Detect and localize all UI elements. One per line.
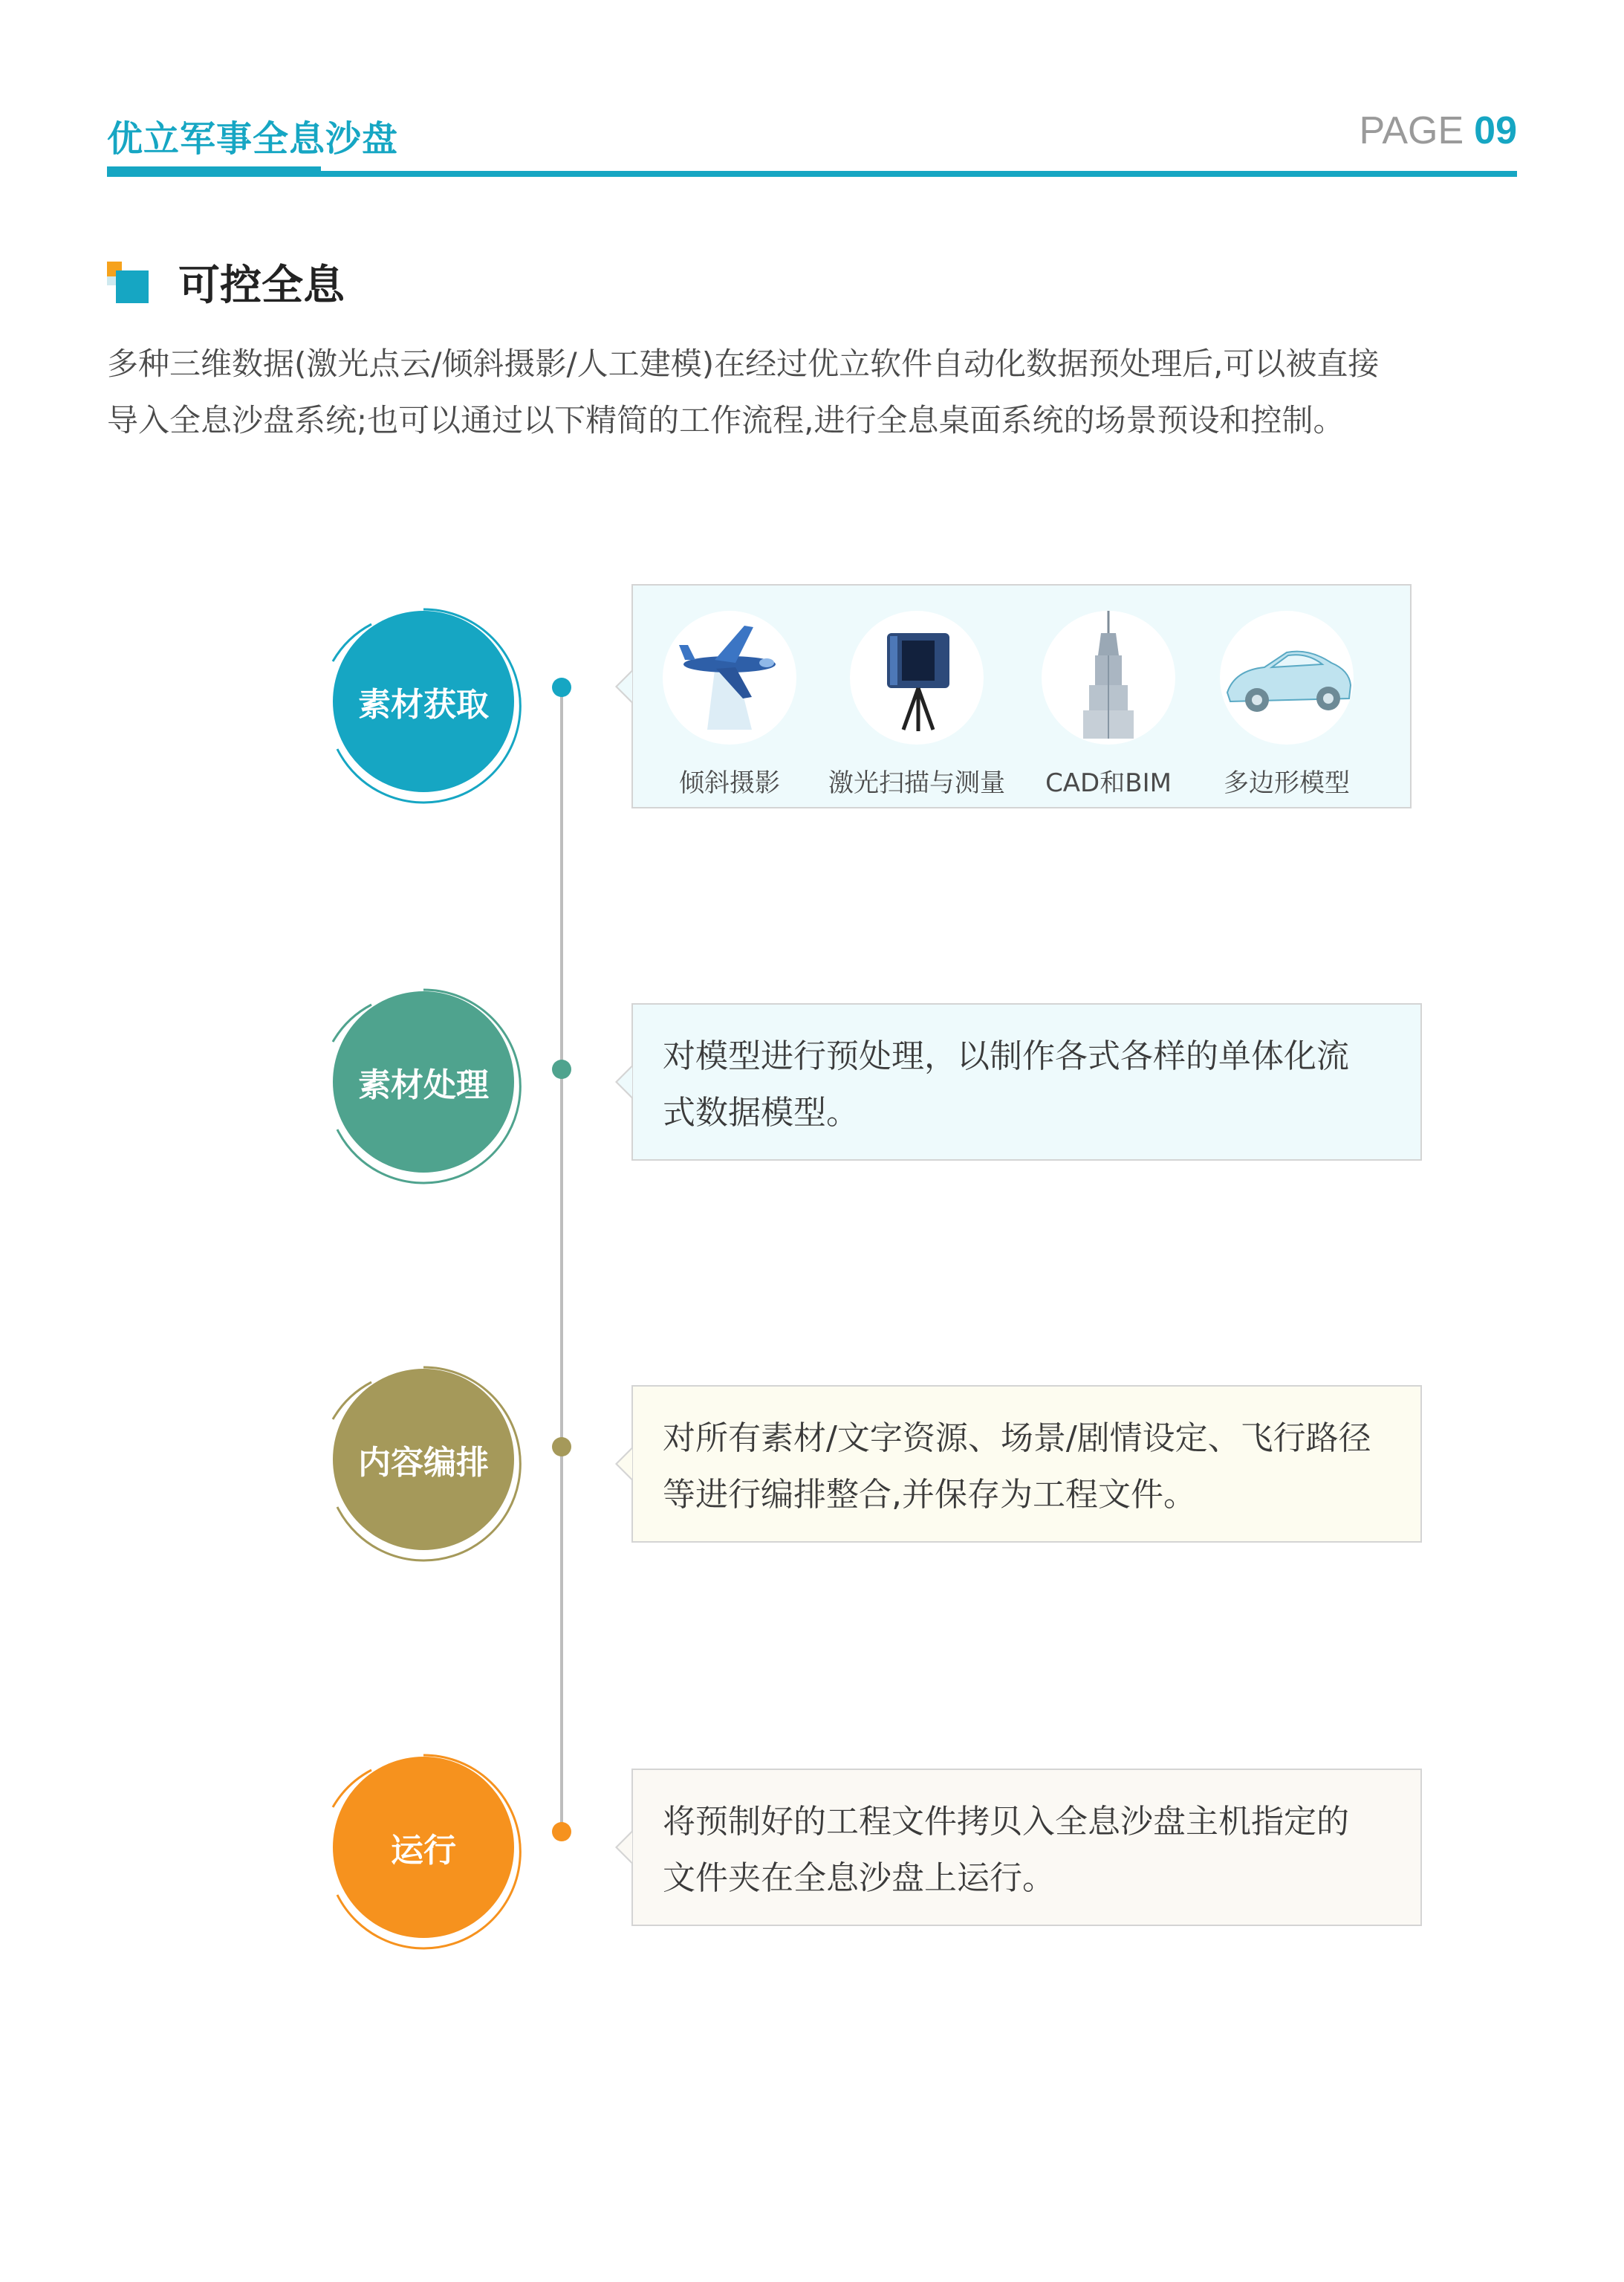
step-circle-material-acquisition xyxy=(333,611,514,792)
section-bullet-icon xyxy=(107,262,149,303)
icon-label: 激光扫描与测量 xyxy=(828,768,1005,798)
icon-label: 多边形模型 xyxy=(1224,768,1350,798)
card-text-line: 对模型进行预处理，以制作各式各样的单体化流 xyxy=(663,1037,1349,1075)
icon-item-cad-bim xyxy=(1019,611,1198,811)
section-title: 可控全息 xyxy=(178,262,345,310)
step-label: 内容编排 xyxy=(358,1444,489,1482)
card-text-line: 将预制好的工程文件拷贝入全息沙盘主机指定的 xyxy=(663,1803,1349,1841)
timeline-dot xyxy=(552,678,571,697)
timeline-dot xyxy=(552,1437,571,1456)
step-circle-content-arrangement xyxy=(333,1369,514,1550)
card-content-arrangement xyxy=(631,1385,1422,1543)
timeline-dot xyxy=(552,1060,571,1079)
timeline-line xyxy=(560,684,563,1835)
step-label: 运行 xyxy=(391,1832,456,1870)
header-rule xyxy=(107,171,1517,177)
airplane-icon xyxy=(663,611,796,745)
icon-item-polygon-model xyxy=(1198,611,1376,811)
card-text-line: 对所有素材/文字资源、场景/剧情设定、飞行路径 xyxy=(663,1419,1371,1457)
icon-item-oblique-photography xyxy=(640,611,819,811)
intro-paragraph xyxy=(107,336,1519,449)
card-text-line: 文件夹在全息沙盘上运行。 xyxy=(663,1859,1055,1897)
intro-line: 导入全息沙盘系统;也可以通过以下精简的工作流程,进行全息桌面系统的场景预设和控制。 xyxy=(107,402,1345,438)
card-material-processing xyxy=(631,1003,1422,1161)
brand-title: 优立军事全息沙盘 xyxy=(107,118,399,160)
icon-label: 倾斜摄影 xyxy=(679,768,780,798)
laser-scanner-icon xyxy=(850,611,984,745)
timeline-dot xyxy=(552,1822,571,1841)
page-label: PAGE xyxy=(1359,109,1464,152)
card-material-acquisition xyxy=(631,584,1412,808)
step-label: 素材处理 xyxy=(358,1066,489,1104)
icon-label: CAD和BIM xyxy=(1045,768,1172,798)
step-label: 素材获取 xyxy=(358,686,489,724)
step-circle-run xyxy=(333,1757,514,1938)
page-number-value: 09 xyxy=(1474,109,1517,152)
skyscraper-icon xyxy=(1042,611,1175,745)
card-text-line: 等进行编排整合,并保存为工程文件。 xyxy=(663,1476,1196,1514)
step-circle-material-processing xyxy=(333,991,514,1173)
icon-item-laser-scanning xyxy=(828,611,1006,811)
page-number xyxy=(1360,108,1517,153)
intro-line: 多种三维数据(激光点云/倾斜摄影/人工建模)在经过优立软件自动化数据预处理后,可以被直接 xyxy=(107,346,1380,382)
car-model-icon xyxy=(1220,611,1354,745)
card-text-line: 式数据模型。 xyxy=(663,1094,859,1132)
card-run xyxy=(631,1769,1422,1926)
